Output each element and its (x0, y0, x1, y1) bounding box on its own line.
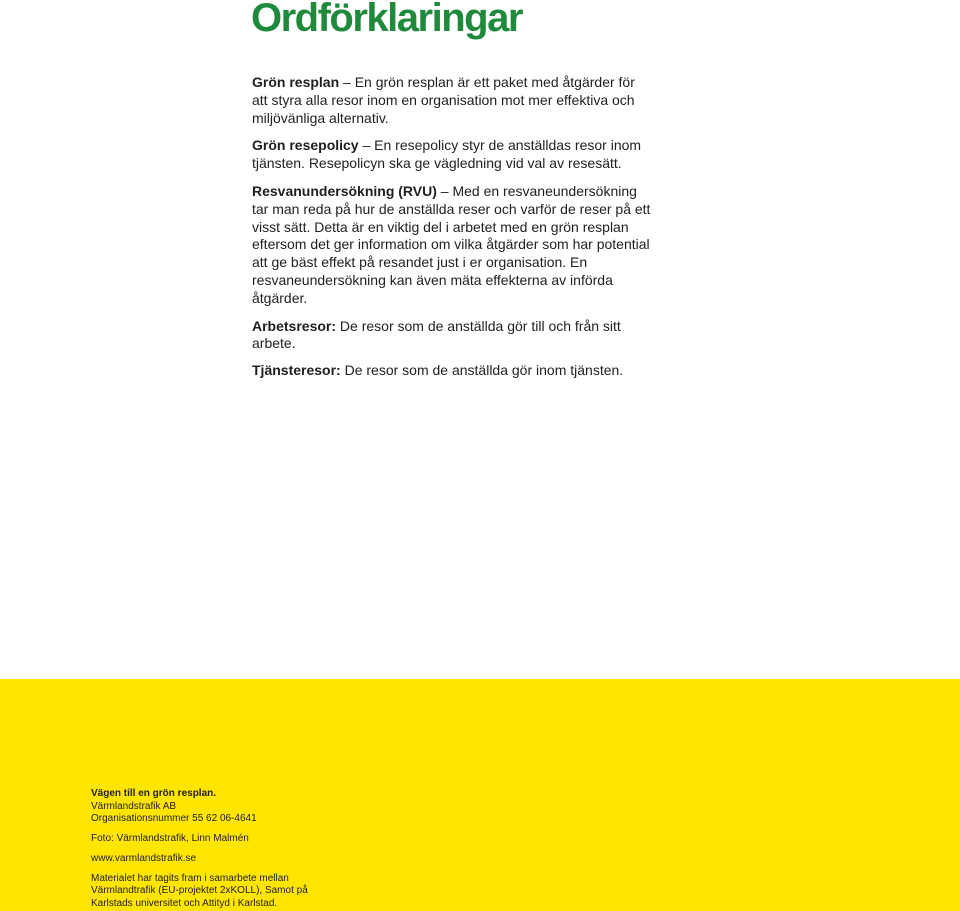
footer-org-number: Organisationsnummer 55 62 06-4641 (91, 813, 257, 825)
glossary-separator: – (339, 74, 355, 90)
glossary-separator: – (358, 137, 375, 154)
footer-web-block (91, 853, 331, 866)
glossary-definition: De resor som de anställda gör inom tjänsten. (344, 362, 624, 379)
footer-credits: Materialet har tagits fram i samarbete mellan Värmlandtrafik (EU-projektet 2xKOLL), Samot på Karlstads universitet och Attityd i Karlstad. (91, 872, 308, 909)
footer-credits-block (91, 873, 331, 911)
glossary-term: Arbetsresor: (252, 317, 337, 334)
footer-imprint (91, 788, 331, 911)
footer-photo-credit: Foto: Värmlandstrafik, Linn Malmén (91, 833, 249, 845)
glossary-entry-gron-resplan (252, 74, 652, 127)
glossary-term: Grön resplan (252, 74, 340, 90)
footer-company: Värmlandstrafik AB (91, 800, 177, 812)
glossary-term: Grön resepolicy (252, 137, 359, 154)
glossary-entry-gron-resepolicy (252, 137, 652, 173)
glossary-entry-arbetsresor (252, 318, 652, 354)
glossary-definition: En resepolicy styr de anställdas resor inom tjänsten. Resepolicyn ska ge vägledning vid val av resesätt. (252, 137, 642, 172)
glossary-entry-resvanundersokning (252, 183, 652, 308)
footer-publisher-block (91, 788, 331, 826)
glossary-definition: Med en resvaneundersökning tar man reda på hur de anställda reser och varför de reser på ett visst sätt. Detta är en viktig del i arbetet med en grön resplan eftersom det ger information om vilka åtgärder som har potential att ge bäst effekt på resandet just i er organisation. En resvaneundersökning kan även mäta effekterna av införda åtgärder. (252, 182, 651, 306)
footer-website-link[interactable]: www.varmlandstrafik.se (91, 852, 197, 864)
page-title: Ordförklaringar (251, 0, 522, 40)
glossary (252, 74, 652, 389)
footer-photo-block (91, 833, 331, 846)
glossary-definition: De resor som de anställda gör till och från sitt arbete. (252, 317, 621, 352)
glossary-definition: En grön resplan är ett paket med åtgärder för att styra alla resor inom en organisation mot mer effektiva och miljövänliga alternativ. (252, 74, 635, 126)
glossary-separator: – (436, 182, 453, 199)
glossary-term: Resvanundersökning (RVU) (252, 182, 437, 199)
glossary-term: Tjänsteresor: (252, 362, 341, 379)
glossary-entry-tjansteresor (252, 362, 652, 380)
footer-publication-title: Vägen till en grön resplan. (91, 788, 217, 799)
